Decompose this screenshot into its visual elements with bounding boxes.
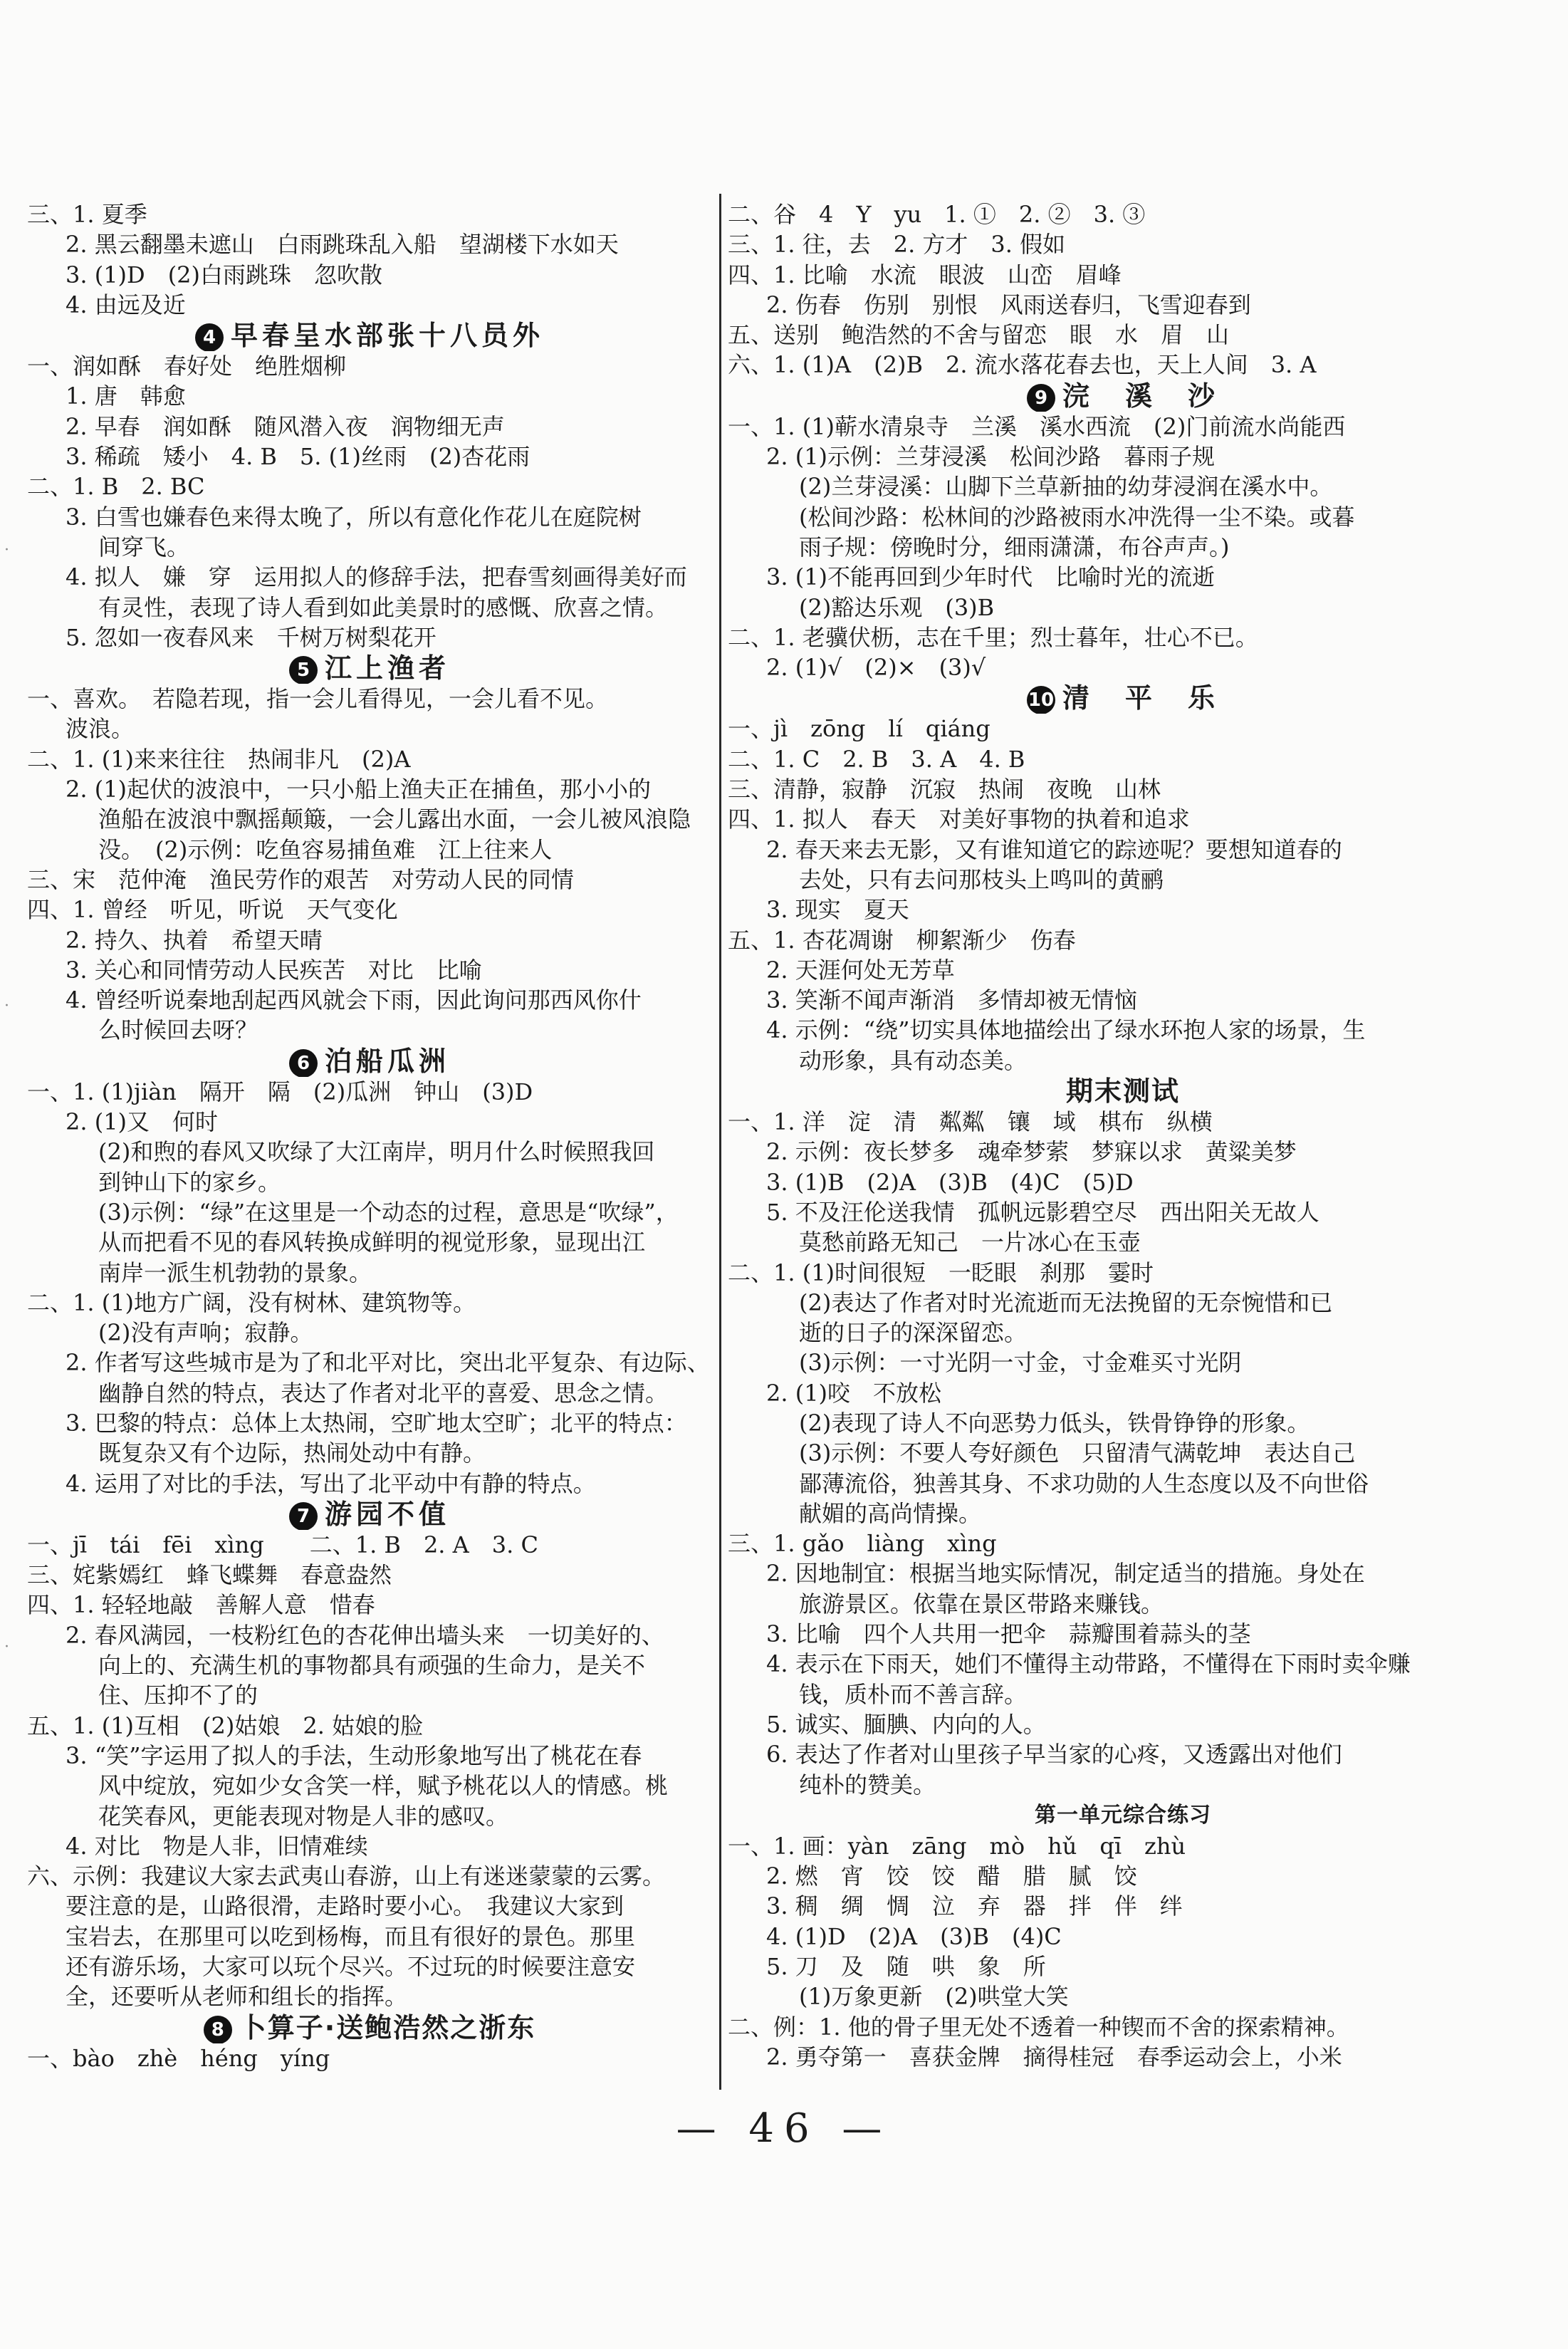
answer-line: 三、姹紫嫣红 蜂飞蝶舞 春意盎然 — [27, 1561, 392, 1589]
lesson-heading — [728, 682, 1518, 714]
answer-line: 么时候回去呀？ — [98, 1016, 258, 1044]
answer-line: 献媚的高尚情操。 — [799, 1499, 982, 1527]
answer-line: 3. 现实 夏天 — [766, 896, 909, 924]
answer-line: 四、1. 轻轻地敲 善解人意 惜春 — [27, 1591, 375, 1619]
answer-line: 钱，质朴而不善言辞。 — [799, 1680, 1028, 1708]
answer-line: 2. (1)起伏的波浪中，一只小船上渔夫正在捕鱼，那小小的 — [66, 776, 652, 803]
answer-line: 2. (1)又 何时 — [66, 1108, 219, 1136]
answer-line: 4. 示例：“绕”切实具体地描绘出了绿水环抱人家的场景，生 — [766, 1016, 1366, 1044]
answer-line: 3. 稠 绸 惆 泣 弃 器 拌 伴 绊 — [766, 1892, 1183, 1920]
answer-line: 2. 燃 宵 饺 饺 醋 腊 腻 饺 — [766, 1863, 1137, 1890]
answer-line: 全，还要听从老师和组长的指挥。 — [66, 1983, 408, 2011]
answer-line: 2. 天涯何处无芳草 — [766, 956, 955, 984]
answer-line: 渔船在波浪中飘摇颠簸，一会儿露出水面，一会儿被风浪隐 — [98, 806, 691, 833]
answer-line: 四、1. 拟人 春天 对美好事物的执着和追求 — [728, 806, 1190, 833]
answer-line: 南岸一派生机勃勃的景象。 — [98, 1259, 372, 1286]
lesson-heading — [27, 1499, 712, 1530]
answer-line: 四、1. 比喻 水流 眼波 山峦 眉峰 — [728, 261, 1122, 288]
answer-line: 4. 表示在下雨天，她们不懂得主动带路，不懂得在下雨时卖伞赚 — [766, 1650, 1411, 1678]
column-divider — [719, 194, 721, 2090]
answer-line: 2. 春天来去无影，又有谁知道它的踪迹呢？要想知道春的 — [766, 835, 1342, 863]
answer-line: 二、例：1. 他的骨子里无处不透着一种锲而不舍的探索精神。 — [728, 2013, 1349, 2041]
binding-margin-mark: · — [4, 997, 9, 1015]
answer-line: (2)豁达乐观 (3)B — [799, 593, 995, 621]
lesson-number-badge: 5 — [289, 656, 318, 684]
answer-line: 2. 持久、执着 希望天晴 — [66, 926, 323, 954]
answer-line: (3)示例：一寸光阴一寸金，寸金难买寸光阴 — [799, 1349, 1242, 1377]
lesson-heading — [27, 1046, 712, 1077]
answer-line: 二、1. B 2. BC — [27, 473, 205, 501]
lesson-heading — [728, 380, 1518, 412]
answer-line: 一、jī tái fēi xìng 二、1. B 2. A 3. C — [27, 1531, 538, 1558]
lesson-title: 卜算子·送鲍浩然之浙东 — [239, 2011, 536, 2043]
lesson-title: 江上渔者 — [324, 652, 450, 684]
answer-line: (1)万象更新 (2)哄堂大笑 — [799, 1983, 1069, 2011]
lesson-number-badge: 10 — [1027, 686, 1055, 714]
answer-line: (2)兰芽浸溪：山脚下兰草新抽的幼芽浸润在溪水中。 — [799, 473, 1333, 501]
answer-line: 3. 巴黎的特点：总体上太热闹，空旷地太空旷；北平的特点： — [66, 1409, 687, 1437]
answer-line: 2. (1)示例：兰芽浸溪 松间沙路 暮雨子规 — [766, 443, 1216, 471]
answer-line: 一、1. (1)蕲水清泉寺 兰溪 溪水西流 (2)门前流水尚能西 — [728, 412, 1346, 440]
answer-line: 没。 (2)示例：吃鱼容易捕鱼难 江上往来人 — [98, 835, 553, 863]
answer-line: (3)示例：不要人夸好颜色 只留清气满乾坤 表达自己 — [799, 1439, 1356, 1467]
answer-line: 要注意的是，山路很滑，走路时要小心。 我建议大家到 — [66, 1892, 624, 1920]
answer-line: 6. 表达了作者对山里孩子早当家的心疼，又透露出对他们 — [766, 1741, 1342, 1769]
answer-line: 3. “笑”字运用了拟人的手法，生动形象地写出了桃花在春 — [66, 1741, 642, 1769]
answer-line: (3)示例：“绿”在这里是一个动态的过程，意思是“吹绿”， — [98, 1198, 679, 1226]
answer-line: 雨子规：傍晚时分，细雨潇潇，布谷声声。) — [799, 533, 1230, 561]
lesson-heading — [728, 1075, 1518, 1107]
answer-line: 4. (1)D (2)A (3)B (4)C — [766, 1922, 1062, 1950]
answer-line: 风中绽放，宛如少女含笑一样，赋予桃花以人的情感。桃 — [98, 1772, 669, 1800]
answer-line: 3. (1)不能再回到少年时代 比喻时光的流逝 — [766, 563, 1216, 591]
answer-line: (2)表达了作者对时光流逝而无法挽留的无奈惋惜和已 — [799, 1288, 1333, 1316]
lesson-title: 泊船瓜洲 — [324, 1045, 450, 1077]
answer-line: 一、润如酥 春好处 绝胜烟柳 — [27, 353, 347, 380]
answer-line: 2. 因地制宜：根据当地实际情况，制定适当的措施。身处在 — [766, 1560, 1365, 1588]
answer-line: 5. 诚实、腼腆、内向的人。 — [766, 1710, 1046, 1738]
answer-line: 三、1. 往，去 2. 方才 3. 假如 — [728, 231, 1066, 259]
lesson-title: 早春呈水部张十八员外 — [230, 320, 544, 352]
answer-line: (2)表现了诗人不向恶势力低头，铁骨铮铮的形象。 — [799, 1409, 1310, 1437]
answer-line: 宝岩去，在那里可以吃到杨梅，而且有很好的景色。那里 — [66, 1922, 636, 1950]
answer-line: 三、清静，寂静 沉寂 热闹 夜晚 山林 — [728, 776, 1161, 803]
answer-line: 5. 不及汪伦送我情 孤帆远影碧空尽 西出阳关无故人 — [766, 1198, 1319, 1226]
answer-line: 一、1. 洋 淀 清 粼粼 镶 域 棋布 纵横 — [728, 1108, 1213, 1136]
answer-line: 五、1. (1)互相 (2)姑娘 2. 姑娘的脸 — [27, 1712, 424, 1739]
answer-line: 花笑春风，更能表现对物是人非的感叹。 — [98, 1802, 509, 1830]
lesson-title: 清 平 乐 — [1062, 682, 1219, 714]
answer-line: (2)没有声响；寂静。 — [98, 1319, 313, 1347]
right-column — [728, 199, 1518, 2094]
answer-line: 有灵性，表现了诗人看到如此美景时的感慨、欣喜之情。 — [98, 593, 669, 621]
answer-line: 间穿飞。 — [98, 533, 190, 561]
answer-line: 一、喜欢。 若隐若现，指一会儿看得见，一会儿看不见。 — [27, 685, 609, 713]
answer-line: 莫愁前路无知己 一片冰心在玉壶 — [799, 1229, 1141, 1256]
answer-line: 到钟山下的家乡。 — [98, 1168, 281, 1196]
answer-line: 逝的日子的深深留恋。 — [799, 1319, 1028, 1347]
answer-line: 二、1. (1)地方广阔，没有树林、建筑物等。 — [27, 1288, 476, 1316]
answer-line: 五、1. 杏花凋谢 柳絮渐少 伤春 — [728, 926, 1076, 954]
answer-line: 三、宋 范仲淹 渔民劳作的艰苦 对劳动人民的同情 — [27, 865, 575, 893]
answer-line: 去处，只有去问那枝头上鸣叫的黄鹂 — [799, 865, 1164, 893]
answer-line: 2. 早春 润如酥 随风潜入夜 润物细无声 — [66, 412, 505, 440]
answer-line: 四、1. 曾经 听见，听说 天气变化 — [27, 896, 398, 924]
answer-line: 动形象，具有动态美。 — [799, 1046, 1028, 1074]
answer-line: 纯朴的赞美。 — [799, 1771, 936, 1798]
page-number-footer: — 46 — — [676, 2105, 892, 2152]
answer-line: 3. (1)D (2)白雨跳珠 忽吹散 — [66, 261, 383, 288]
answer-line: 4. 拟人 嫌 穿 运用拟人的修辞手法，把春雪刻画得美好而 — [66, 563, 687, 591]
lesson-heading — [27, 320, 712, 351]
answer-line: 4. 运用了对比的手法，写出了北平动中有静的特点。 — [66, 1469, 596, 1497]
answer-line: 向上的、充满生机的事物都具有顽强的生命力，是关不 — [98, 1652, 646, 1679]
answer-line: 既复杂又有个边际，热闹处动中有静。 — [98, 1439, 486, 1467]
answer-line: 幽静自然的特点，表达了作者对北平的喜爱、思念之情。 — [98, 1379, 669, 1407]
left-column — [27, 199, 712, 2094]
answer-line: 一、1. (1)jiàn 隔开 隔 (2)瓜洲 钟山 (3)D — [27, 1078, 533, 1105]
answer-line: 三、1. gǎo liàng xìng — [728, 1530, 997, 1558]
binding-margin-mark: · — [4, 1638, 9, 1656]
lesson-heading — [728, 1800, 1518, 1831]
answer-line: 2. (1)√ (2)× (3)√ — [766, 654, 986, 682]
answer-line: (松间沙路：松林间的沙路被雨水冲洗得一尘不染。或暮 — [799, 503, 1355, 531]
answer-line: 3. 白雪也嫌春色来得太晚了，所以有意化作花儿在庭院树 — [66, 503, 642, 531]
lesson-number-badge: 6 — [289, 1049, 318, 1077]
answer-line: 3. 关心和同情劳动人民疾苦 对比 比喻 — [66, 956, 482, 984]
answer-line: 还有游乐场，大家可以玩个尽兴。不过玩的时候要注意安 — [66, 1953, 636, 1981]
binding-margin-mark: · — [4, 541, 9, 559]
answer-line: 一、bào zhè héng yíng — [27, 2044, 330, 2072]
answer-line: 4. 曾经听说秦地刮起西风就会下雨，因此询问那西风你什 — [66, 986, 642, 1014]
lesson-title: 第一单元综合练习 — [1035, 1802, 1211, 1828]
answer-line: 二、谷 4 Y yu 1. ① 2. ② 3. ③ — [728, 201, 1146, 228]
lesson-number-badge: 8 — [204, 2016, 232, 2043]
answer-line: 3. (1)B (2)A (3)B (4)C (5)D — [766, 1168, 1134, 1196]
answer-line: 三、1. 夏季 — [27, 201, 147, 228]
answer-line: 2. 勇夺第一 喜获金牌 摘得桂冠 春季运动会上，小米 — [766, 2043, 1342, 2071]
lesson-number-badge: 7 — [289, 1502, 318, 1530]
answer-line: 波浪。 — [66, 715, 135, 743]
answer-line: 住、压抑不了的 — [98, 1682, 258, 1709]
answer-line: 二、1. 老骥伏枥，志在千里；烈士暮年，壮心不已。 — [728, 623, 1258, 651]
answer-line: 2. 伤春 伤别 别恨 风雨送春归，飞雪迎春到 — [766, 291, 1251, 318]
answer-line: 1. 唐 韩愈 — [66, 382, 186, 410]
answer-line: 二、1. (1)来来往往 热闹非凡 (2)A — [27, 745, 411, 773]
answer-line: 3. 比喻 四个人共用一把伞 蒜瓣围着蒜头的茎 — [766, 1620, 1251, 1648]
answer-line: 旅游景区。依靠在景区带路来赚钱。 — [799, 1590, 1164, 1618]
answer-line: 4. 对比 物是人非，旧情难续 — [66, 1832, 368, 1860]
lesson-heading — [27, 2012, 712, 2043]
lesson-number-badge: 9 — [1027, 384, 1055, 412]
answer-line: 2. 黑云翻墨未遮山 白雨跳珠乱入船 望湖楼下水如天 — [66, 231, 619, 259]
answer-line: 4. 由远及近 — [66, 291, 186, 318]
answer-line: 2. 作者写这些城市是为了和北平对比，突出北平复杂、有边际、 — [66, 1349, 710, 1377]
answer-line: 鄙薄流俗，独善其身、不求功勋的人生态度以及不向世俗 — [799, 1469, 1369, 1497]
lesson-number-badge: 4 — [195, 323, 224, 351]
answer-line: 2. 示例：夜长梦多 魂牵梦萦 梦寐以求 黄粱美梦 — [766, 1138, 1297, 1166]
lesson-title: 游园不值 — [324, 1498, 450, 1530]
lesson-title: 期末测试 — [1065, 1075, 1180, 1108]
answer-line: 5. 忽如一夜春风来 千树万树梨花开 — [66, 623, 437, 651]
answer-line: 3. 笑渐不闻声渐消 多情却被无情恼 — [766, 986, 1137, 1014]
answer-line: 五、送别 鲍浩然的不舍与留恋 眼 水 眉 山 — [728, 321, 1230, 349]
answer-line: 二、1. C 2. B 3. A 4. B — [728, 745, 1025, 773]
answer-line: 5. 刀 及 随 哄 象 所 — [766, 1953, 1046, 1981]
lesson-title: 浣 溪 沙 — [1062, 380, 1219, 412]
answer-line: 从而把看不见的春风转换成鲜明的视觉形象，显现出江 — [98, 1229, 646, 1256]
answer-line: 3. 稀疏 矮小 4. B 5. (1)丝雨 (2)杏花雨 — [66, 443, 530, 471]
answer-line: 2. (1)咬 不放松 — [766, 1379, 942, 1407]
answer-line: 2. 春风满园，一枝粉红色的杏花伸出墙头来 一切美好的、 — [66, 1621, 664, 1649]
answer-line: 二、1. (1)时间很短 一眨眼 刹那 霎时 — [728, 1259, 1154, 1286]
answer-line: 一、1. 画：yàn zāng mò hǔ qī zhù — [728, 1832, 1186, 1860]
answer-line: 一、jì zōng lí qiáng — [728, 715, 991, 743]
answer-line: (2)和煦的春风又吹绿了大江南岸，明月什么时候照我回 — [98, 1138, 655, 1166]
answer-line: 六、示例：我建议大家去武夷山春游，山上有迷迷蒙蒙的云雾。 — [27, 1863, 666, 1890]
answer-line: 六、1. (1)A (2)B 2. 流水落花春去也，天上人间 3. A — [728, 351, 1317, 379]
lesson-heading — [27, 652, 712, 684]
